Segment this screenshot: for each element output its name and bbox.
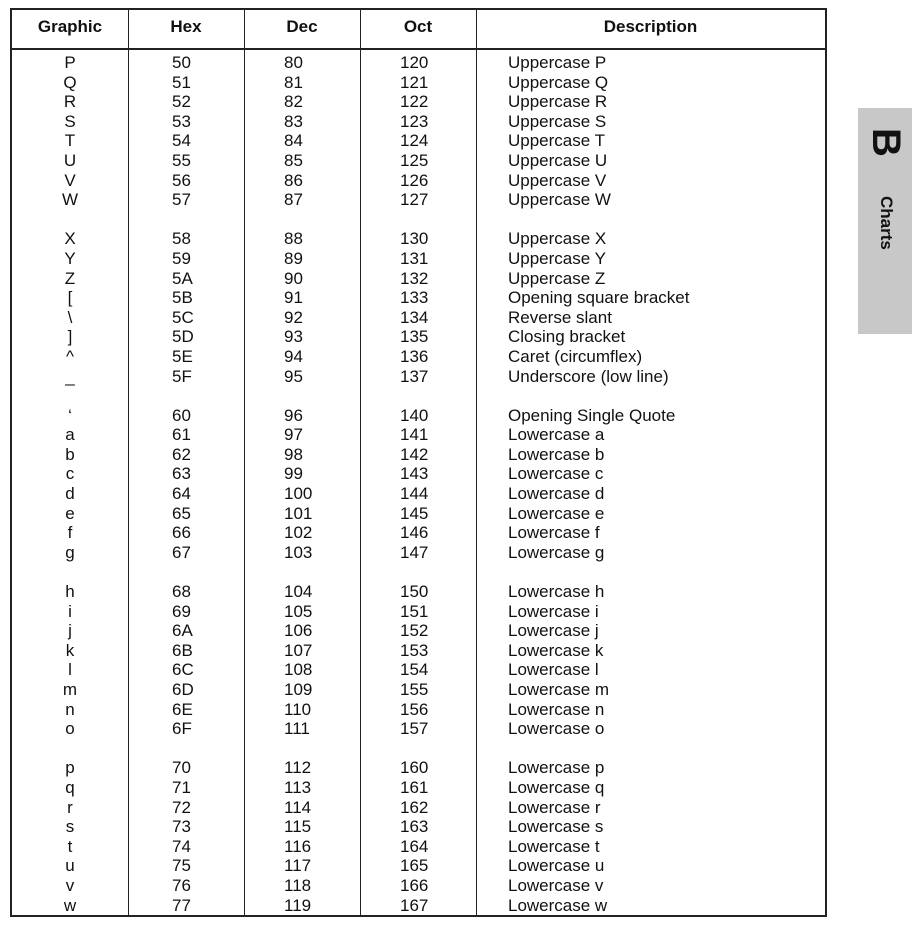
cell-oct: 121 (400, 72, 429, 92)
cell-description: Lowercase n (508, 699, 605, 719)
cell-graphic: u (65, 856, 75, 876)
cell-graphic: ] (67, 327, 73, 347)
cell-dec: 87 (284, 190, 303, 210)
cell-graphic: v (65, 875, 75, 895)
table-row (12, 876, 825, 896)
cell-graphic: a (65, 425, 75, 445)
table-row (12, 758, 825, 778)
cell-description: Lowercase i (508, 601, 599, 621)
cell-oct: 165 (400, 856, 429, 876)
cell-oct: 166 (400, 875, 429, 895)
cell-hex: 5D (172, 327, 194, 347)
table-row (12, 327, 825, 347)
table-row (12, 641, 825, 661)
cell-description: Uppercase Y (508, 248, 606, 268)
cell-description: Uppercase T (508, 131, 606, 151)
cell-dec: 114 (284, 797, 312, 817)
cell-hex: 6A (172, 621, 193, 641)
cell-oct: 130 (400, 229, 429, 249)
cell-oct: 146 (400, 523, 429, 543)
cell-dec: 86 (284, 170, 303, 190)
table-row (12, 73, 825, 93)
table-row (12, 719, 825, 739)
cell-hex: 63 (172, 464, 191, 484)
cell-graphic: o (65, 719, 75, 739)
cell-dec: 101 (284, 503, 313, 523)
cell-graphic: d (65, 484, 75, 504)
cell-hex: 66 (172, 523, 191, 543)
table-row (12, 700, 825, 720)
cell-dec: 84 (284, 131, 303, 151)
cell-dec: 106 (284, 621, 313, 641)
table-row (12, 53, 825, 73)
cell-dec: 96 (284, 405, 303, 425)
cell-oct: 161 (400, 777, 429, 797)
cell-graphic: m (62, 680, 78, 699)
cell-hex: 6D (172, 680, 194, 699)
cell-oct: 125 (400, 150, 429, 170)
cell-dec: 90 (284, 268, 303, 288)
cell-dec: 98 (284, 444, 303, 464)
cell-graphic: p (65, 758, 75, 778)
cell-oct: 152 (400, 621, 429, 641)
cell-dec: 93 (284, 327, 303, 347)
table-row (12, 190, 825, 210)
cell-hex: 59 (172, 248, 191, 268)
cell-oct: 157 (400, 719, 429, 739)
cell-description: Uppercase S (508, 111, 607, 131)
cell-dec: 81 (284, 72, 303, 92)
table-row (12, 680, 825, 700)
cell-description: Lowercase m (508, 680, 610, 699)
cell-hex: 67 (172, 542, 191, 562)
table-row (12, 445, 825, 465)
table-row (12, 817, 825, 837)
cell-dec: 119 (284, 895, 312, 915)
table-row (12, 660, 825, 680)
table-row (12, 229, 825, 249)
cell-dec: 113 (284, 777, 312, 797)
table-body (12, 53, 825, 915)
section-letter: B (864, 128, 908, 157)
table-row (12, 347, 825, 367)
table-row (12, 621, 825, 641)
cell-graphic: Y (64, 248, 76, 268)
cell-dec: 117 (284, 856, 312, 876)
cell-hex: 6B (172, 640, 193, 660)
cell-dec: 105 (284, 601, 313, 621)
cell-hex: 74 (172, 836, 191, 856)
cell-oct: 123 (400, 111, 429, 131)
cell-description: Uppercase P (508, 53, 607, 72)
table-row (12, 112, 825, 132)
cell-dec: 95 (284, 366, 303, 386)
cell-dec: 83 (284, 111, 303, 131)
cell-oct: 155 (400, 680, 429, 699)
table-row (12, 798, 825, 818)
cell-description: Lowercase b (508, 444, 605, 464)
cell-description: Uppercase W (508, 190, 611, 210)
section-tab (858, 108, 912, 334)
cell-description: Opening Single Quote (508, 405, 676, 425)
cell-oct: 154 (400, 660, 429, 680)
cell-hex: 6E (172, 699, 193, 719)
cell-dec: 94 (284, 346, 303, 366)
cell-graphic: i (68, 601, 72, 621)
cell-oct: 124 (400, 131, 429, 151)
cell-graphic: P (64, 53, 76, 72)
cell-hex: 6F (172, 719, 192, 739)
cell-hex: 73 (172, 817, 191, 837)
cell-oct: 135 (400, 327, 429, 347)
cell-hex: 57 (172, 190, 191, 210)
cell-description: Lowercase c (508, 464, 604, 484)
table-row (12, 425, 825, 445)
cell-oct: 145 (400, 503, 429, 523)
cell-description: Lowercase k (508, 640, 604, 660)
cell-oct: 137 (400, 366, 429, 386)
cell-oct: 147 (400, 542, 429, 562)
cell-graphic: j (68, 621, 72, 641)
cell-description: Lowercase t (508, 836, 600, 856)
cell-dec: 108 (284, 660, 313, 680)
cell-dec: 92 (284, 307, 303, 327)
cell-hex: 68 (172, 582, 191, 602)
table-row (12, 778, 825, 798)
cell-graphic: r (67, 797, 73, 817)
table-row (12, 171, 825, 191)
cell-dec: 102 (284, 523, 313, 543)
cell-graphic: R (63, 92, 77, 112)
cell-hex: 64 (172, 484, 191, 504)
cell-description: Lowercase w (508, 895, 608, 915)
cell-graphic: [ (67, 288, 73, 308)
cell-hex: 5E (172, 346, 193, 366)
cell-dec: 118 (284, 875, 312, 895)
header-dec: Dec (286, 17, 318, 36)
cell-graphic: S (64, 111, 76, 131)
table-row (12, 151, 825, 171)
cell-graphic: k (65, 640, 75, 660)
cell-hex: 52 (172, 92, 191, 112)
cell-dec: 104 (284, 582, 313, 602)
cell-description: Lowercase o (508, 719, 605, 739)
cell-hex: 65 (172, 503, 191, 523)
table-row (12, 856, 825, 876)
cell-hex: 75 (172, 856, 191, 876)
cell-oct: 151 (400, 601, 429, 621)
cell-hex: 61 (172, 425, 191, 445)
cell-graphic: c (65, 464, 75, 484)
header-graphic: Graphic (37, 17, 103, 36)
cell-description: Closing bracket (508, 327, 626, 347)
cell-dec: 112 (284, 758, 312, 778)
cell-description: Lowercase f (508, 523, 600, 543)
cell-graphic: b (65, 444, 75, 464)
cell-graphic: W (61, 190, 79, 210)
cell-description: Lowercase e (508, 503, 605, 523)
table-row (12, 582, 825, 602)
cell-description: Lowercase a (508, 425, 605, 445)
cell-graphic: w (63, 895, 77, 915)
cell-dec: 89 (284, 248, 303, 268)
cell-oct: 132 (400, 268, 429, 288)
cell-graphic: n (65, 699, 75, 719)
cell-hex: 56 (172, 170, 191, 190)
table-row (12, 504, 825, 524)
header-description: Description (603, 17, 698, 36)
table-row (12, 602, 825, 622)
cell-hex: 53 (172, 111, 191, 131)
table-row (12, 249, 825, 269)
cell-dec: 109 (284, 680, 313, 699)
cell-hex: 70 (172, 758, 191, 778)
cell-oct: 122 (400, 92, 429, 112)
cell-graphic: X (64, 229, 76, 249)
table-row (12, 523, 825, 543)
cell-graphic: ^ (66, 346, 74, 366)
cell-hex: 51 (172, 72, 191, 92)
cell-dec: 110 (284, 699, 312, 719)
cell-oct: 162 (400, 797, 429, 817)
cell-hex: 60 (172, 405, 191, 425)
cell-oct: 167 (400, 895, 429, 915)
cell-dec: 91 (284, 288, 303, 308)
cell-oct: 136 (400, 346, 429, 366)
cell-dec: 103 (284, 542, 313, 562)
cell-oct: 160 (400, 758, 429, 778)
cell-graphic: h (65, 582, 75, 602)
cell-oct: 150 (400, 582, 429, 602)
cell-dec: 100 (284, 484, 313, 504)
cell-description: Lowercase l (508, 660, 599, 680)
cell-oct: 126 (400, 170, 429, 190)
cell-description: Lowercase p (508, 758, 605, 778)
table-row (12, 131, 825, 151)
cell-description: Uppercase R (508, 92, 608, 112)
cell-graphic: V (64, 170, 76, 190)
table-row (12, 464, 825, 484)
cell-hex: 5A (172, 268, 193, 288)
table-row (12, 837, 825, 857)
cell-dec: 111 (284, 719, 310, 739)
table-row (12, 543, 825, 563)
cell-dec: 115 (284, 817, 312, 837)
section-label: Charts (877, 196, 896, 250)
table-row (12, 367, 825, 387)
cell-hex: 5F (172, 366, 192, 386)
cell-description: Lowercase s (508, 817, 604, 837)
cell-oct: 131 (400, 248, 429, 268)
cell-oct: 140 (400, 405, 429, 425)
cell-description: Lowercase q (508, 777, 605, 797)
cell-description: Uppercase Z (508, 268, 606, 288)
cell-description: Uppercase Q (508, 72, 609, 92)
cell-dec: 107 (284, 640, 313, 660)
cell-oct: 142 (400, 444, 429, 464)
cell-oct: 120 (400, 53, 429, 72)
cell-description: Lowercase g (508, 542, 605, 562)
cell-dec: 82 (284, 92, 303, 112)
cell-graphic: _ (65, 366, 75, 386)
cell-description: Lowercase r (508, 797, 601, 817)
cell-hex: 5C (172, 307, 194, 327)
cell-dec: 80 (284, 53, 303, 72)
cell-graphic: l (68, 660, 72, 680)
table-row (12, 308, 825, 328)
cell-description: Underscore (low line) (508, 366, 669, 386)
cell-oct: 163 (400, 817, 429, 837)
cell-hex: 62 (172, 444, 191, 464)
table-row (12, 92, 825, 112)
cell-oct: 144 (400, 484, 429, 504)
table-row (12, 406, 825, 426)
cell-oct: 133 (400, 288, 429, 308)
cell-hex: 72 (172, 797, 191, 817)
cell-hex: 6C (172, 660, 194, 680)
table-row (12, 484, 825, 504)
table-row (12, 288, 825, 308)
cell-dec: 85 (284, 150, 303, 170)
cell-oct: 143 (400, 464, 429, 484)
cell-graphic: q (65, 777, 75, 797)
cell-oct: 164 (400, 836, 429, 856)
cell-description: Reverse slant (508, 307, 612, 327)
cell-hex: 69 (172, 601, 191, 621)
cell-hex: 77 (172, 895, 191, 915)
cell-description: Lowercase j (508, 621, 599, 641)
cell-graphic: s (65, 817, 75, 837)
header-hex: Hex (170, 17, 202, 36)
cell-hex: 71 (172, 777, 191, 797)
cell-description: Lowercase u (508, 856, 605, 876)
cell-hex: 76 (172, 875, 191, 895)
cell-graphic: g (65, 542, 75, 562)
cell-graphic: f (67, 523, 73, 543)
table-row (12, 269, 825, 289)
cell-graphic: t (67, 836, 73, 856)
table-row (12, 896, 825, 916)
cell-hex: 50 (172, 53, 191, 72)
cell-description: Opening square bracket (508, 288, 690, 308)
cell-hex: 54 (172, 131, 191, 151)
cell-hex: 58 (172, 229, 191, 249)
cell-graphic: Q (63, 72, 77, 92)
cell-graphic: \ (67, 307, 73, 327)
cell-description: Lowercase d (508, 484, 605, 504)
cell-description: Uppercase X (508, 229, 607, 249)
cell-description: Lowercase v (508, 875, 604, 895)
cell-graphic: ‘ (68, 405, 72, 425)
cell-description: Lowercase h (508, 582, 605, 602)
cell-graphic: e (65, 503, 75, 523)
cell-oct: 134 (400, 307, 429, 327)
cell-description: Uppercase U (508, 150, 608, 170)
cell-graphic: T (64, 131, 76, 151)
cell-description: Caret (circumflex) (508, 346, 643, 366)
cell-oct: 153 (400, 640, 429, 660)
cell-graphic: Z (64, 268, 76, 288)
cell-dec: 97 (284, 425, 303, 445)
cell-oct: 141 (400, 425, 429, 445)
cell-graphic: U (63, 150, 77, 170)
cell-hex: 5B (172, 288, 193, 308)
cell-dec: 88 (284, 229, 303, 249)
cell-dec: 99 (284, 464, 303, 484)
cell-description: Uppercase V (508, 170, 607, 190)
cell-oct: 127 (400, 190, 429, 210)
header-oct: Oct (403, 17, 433, 36)
cell-hex: 55 (172, 150, 191, 170)
table-header-row (12, 10, 825, 50)
cell-oct: 156 (400, 699, 429, 719)
cell-dec: 116 (284, 836, 312, 856)
ascii-code-table (10, 8, 827, 917)
